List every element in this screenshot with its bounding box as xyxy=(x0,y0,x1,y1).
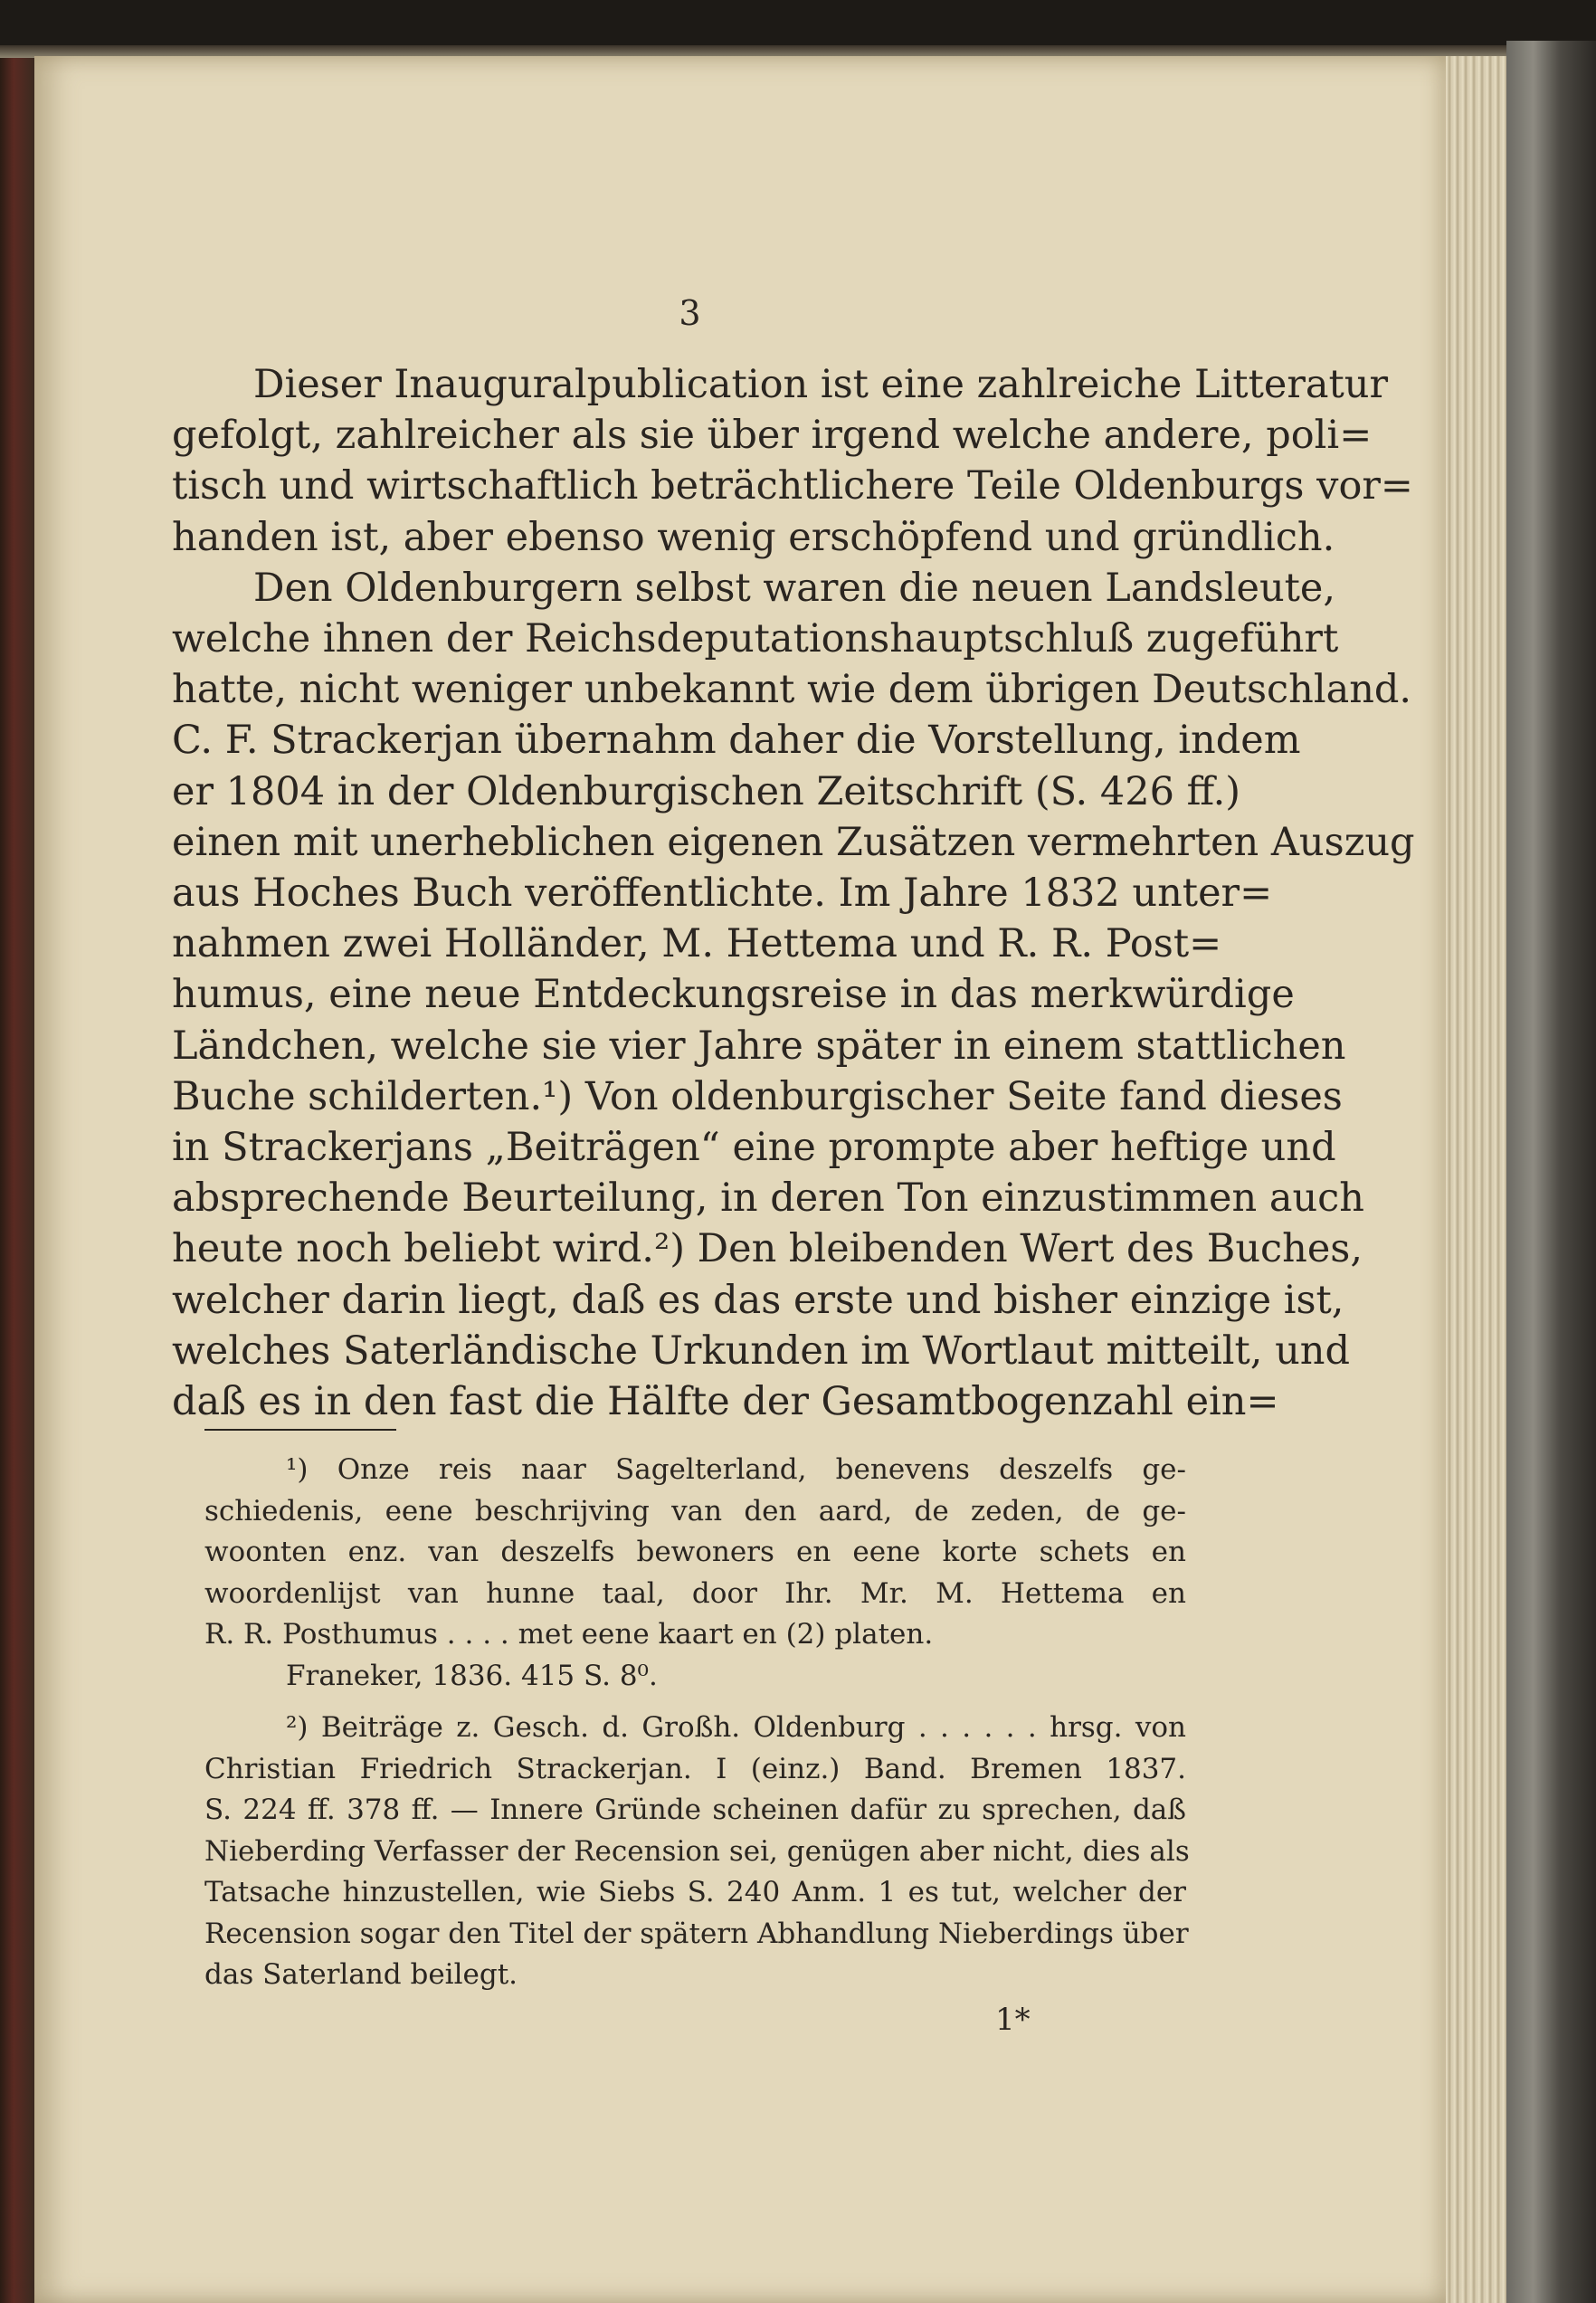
footnote-line: woordenlijst van hunne taal, door Ihr. Mr. M. Hettema en xyxy=(204,1576,1186,1610)
body-line: einen mit unerheblichen eigenen Zusätzen vermehrten Auszug xyxy=(172,819,1415,865)
body-line: daß es in den fast die Hälfte der Gesamtbogenzahl ein= xyxy=(172,1379,1279,1425)
footnote-line: woonten enz. van deszelfs bewoners en eene korte schets en xyxy=(204,1536,1186,1568)
body-line: C. F. Strackerjan übernahm daher die Vorstellung, indem xyxy=(172,718,1301,764)
page-number: 3 xyxy=(679,293,702,333)
book-cover-left xyxy=(0,50,34,2303)
body-line: welches Saterländische Urkunden im Wortlaut mitteilt, und xyxy=(172,1328,1351,1374)
body-line: Ländchen, welche sie vier Jahre später in einem stattlichen xyxy=(172,1023,1346,1069)
body-line: Dieser Inauguralpublication ist eine zahlreiche Litteratur xyxy=(253,362,1389,407)
body-line: Den Oldenburgern selbst waren die neuen Landsleute, xyxy=(253,565,1336,611)
body-line: hatte, nicht weniger unbekannt wie dem übrigen Deutschland. xyxy=(172,667,1412,713)
body-line: welcher darin liegt, daß es das erste und bisher einzige ist, xyxy=(172,1277,1344,1323)
body-line: welche ihnen der Reichsdeputationshauptschluß zugeführt xyxy=(172,616,1339,662)
body-text xyxy=(172,359,1415,1427)
footnote-line: S. 224 ff. 378 ff. — Innere Gründe scheinen dafür zu sprechen, daß xyxy=(204,1794,1186,1826)
footnote-line: Tatsache hinzustellen, wie Siebs S. 240 Anm. 1 es tut, welcher der xyxy=(204,1876,1186,1908)
body-line: Buche schilderten.¹) Von oldenburgischer Seite fand dieses xyxy=(172,1073,1343,1119)
footnote-line: Recension sogar den Titel der spätern Abhandlung Nieberdings über xyxy=(204,1917,1189,1950)
body-line: tisch und wirtschaftlich beträchtlichere Teile Oldenburgs vor= xyxy=(172,463,1413,509)
footnote-line: ¹) Onze reis naar Sagelterland, benevens deszelfs ge- xyxy=(286,1453,1186,1486)
footnotes xyxy=(204,1450,1190,1996)
footnote-separator xyxy=(204,1429,396,1431)
book-cover-right xyxy=(1506,41,1596,2303)
book-page xyxy=(34,56,1446,2303)
body-line: absprechende Beurteilung, in deren Ton einzustimmen auch xyxy=(172,1175,1364,1222)
body-line: heute noch beliebt wird.²) Den bleibenden Wert des Buches, xyxy=(172,1226,1363,1272)
footnote-line: schiedenis, eene beschrijving van den aard, de zeden, de ge- xyxy=(204,1494,1186,1527)
footnote-line: R. R. Posthumus . . . . met eene kaart en (2) platen. xyxy=(204,1618,934,1651)
body-line: aus Hoches Buch veröffentlichte. Im Jahre 1832 unter= xyxy=(172,871,1273,917)
footnote-line: Franeker, 1836. 415 S. 8⁰. xyxy=(286,1659,658,1692)
body-line: in Strackerjans „Beiträgen“ eine prompte aber heftige und xyxy=(172,1125,1336,1171)
body-line: humus, eine neue Entdeckungsreise in das merkwürdige xyxy=(172,972,1295,1018)
signature-mark: 1* xyxy=(995,2002,1031,2038)
body-line: er 1804 in der Oldenburgischen Zeitschrift (S. 426 ff.) xyxy=(172,768,1241,814)
body-line: gefolgt, zahlreicher als sie über irgend welche andere, poli= xyxy=(172,413,1373,459)
footnote-line: das Saterland beilegt. xyxy=(204,1958,518,1991)
body-line: handen ist, aber ebenso wenig erschöpfend und gründlich. xyxy=(172,514,1335,560)
footnote-line: ²) Beiträge z. Gesch. d. Großh. Oldenburg . . . . . . hrsg. von xyxy=(286,1711,1186,1744)
body-line: nahmen zwei Holländer, M. Hettema und R. R. Post= xyxy=(172,921,1222,967)
footnote-line: Nieberding Verfasser der Recension sei, genügen aber nicht, dies als xyxy=(204,1834,1190,1868)
footnote-line: Christian Friedrich Strackerjan. I (einz.) Band. Bremen 1837. xyxy=(204,1752,1186,1785)
